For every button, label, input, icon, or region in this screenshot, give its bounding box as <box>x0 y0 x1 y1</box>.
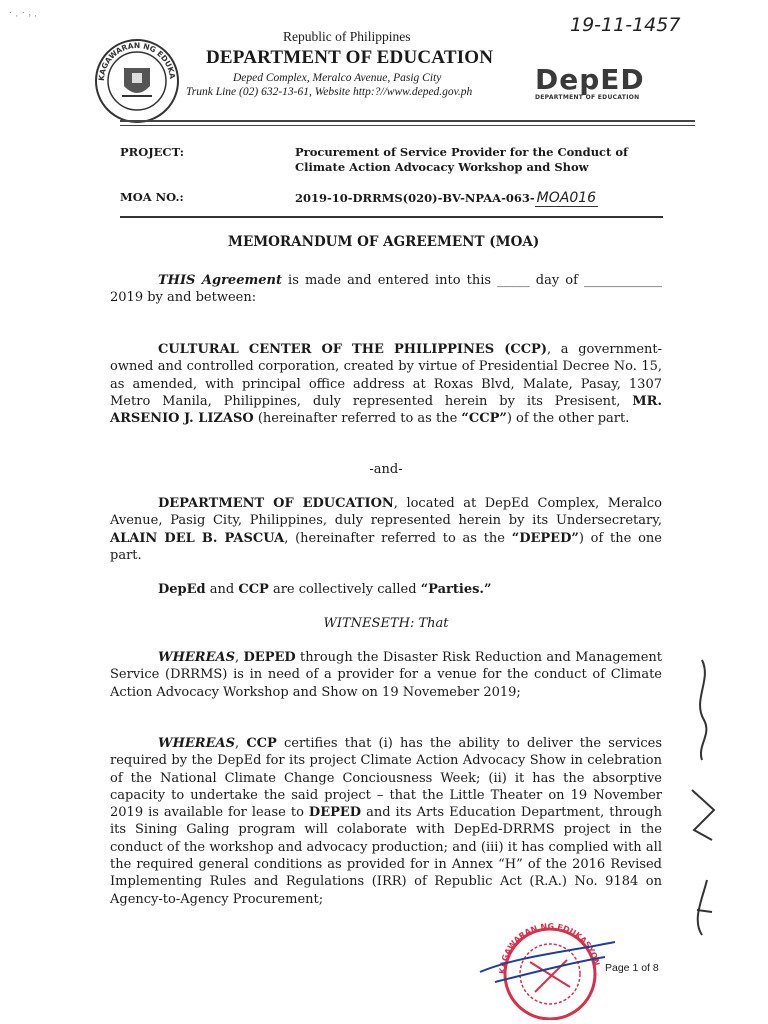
whereas-2-text-2: and its Arts Education Department, through its Sining Galing program will colaborate with DepEd-DRRMS project in the conduct of the workshop and advocacy production; and (iii) it has complied with all the required general conditions as provided for in Annex “H” of the 2016 Revised Implementing Rules and Regulations (IRR) of Republic Act (R.A.) No. 9184 on Agency-to-Agency Procurement; <box>110 805 662 907</box>
agreement-intro <box>110 272 662 307</box>
whereas-1-party: DEPED <box>243 650 296 665</box>
party-ccp <box>110 341 662 427</box>
whereas-2-deped: DEPED <box>308 805 362 821</box>
ccp-name: CULTURAL CENTER OF THE PHILIPPINES (CCP) <box>158 342 547 357</box>
deped-logo-subtext: DEPARTMENT OF EDUCATION <box>535 94 640 101</box>
parties-text-2: are collectively called <box>268 582 421 597</box>
whereas-1-comma: , <box>234 650 244 665</box>
moa-rule <box>120 216 663 218</box>
witneseth-heading: WITNESETH: That <box>323 616 449 631</box>
handwritten-reference: 19-11-1457 <box>570 14 681 36</box>
ccp-text-3: ) of the other part. <box>506 411 630 427</box>
deped-text: , located at DepEd Complex, Meralco Avenue, Pasig City, Philippines, duly represented herein by its Undersecretary, <box>110 496 662 529</box>
seal-text: KAGAWARAN NG EDUKA <box>96 40 178 82</box>
parties-text: and <box>205 582 239 597</box>
ccp-text-2: (hereinafter referred to as the <box>253 411 462 427</box>
whereas-2 <box>110 735 662 908</box>
corner-marks: ˙ · ˙ ˒ · <box>8 12 37 22</box>
project-value: Procurement of Service Provider for the Conduct of Climate Action Advocacy Workshop and Show <box>295 145 628 174</box>
whereas-1 <box>110 649 662 701</box>
document-title: MEMORANDUM OF AGREEMENT (MOA) <box>228 234 540 250</box>
whereas-1-keyword: WHEREAS <box>158 650 235 665</box>
deped-representative: ALAIN DEL B. PASCUA <box>110 530 285 546</box>
whereas-2-party: CCP <box>246 736 277 751</box>
deped-logo <box>535 63 685 101</box>
ccp-alias: “CCP” <box>461 411 507 427</box>
deped-alias: “DEPED” <box>511 530 579 546</box>
deped-seal-icon <box>94 38 180 124</box>
ccp-text: , a government-owned and controlled corporation, created by virtue of Presidential Decree No. 15, as amended, with principal office address at Roxas Blvd, Malate, Pasay, 1307 Metro Manila, Philippines, duly represented herein by its Presisent, <box>110 342 662 409</box>
moa-number-handwritten: MOA016 <box>536 190 597 206</box>
parties-term: “Parties.” <box>420 582 492 597</box>
project-label: PROJECT: <box>120 145 184 159</box>
stamp-text: KAGAWARAN NG EDUKASYON <box>497 921 602 975</box>
moa-number <box>295 190 598 206</box>
moa-label: MOA NO.: <box>120 190 184 204</box>
whereas-2-text: certifies that (i) has the ability to deliver the services required by the DepEd for its project Climate Action Advocacy Show in celebration of the National Climate Change Conciousness Week; (ii) it has the absorptive capacity to undertake the said project – that the Little Theater on 19 November 2019 is available for lease to <box>110 736 662 821</box>
and-separator: -and- <box>369 462 403 477</box>
header-republic: Republic of Philippines <box>283 29 411 44</box>
deped-logo-text: DepED <box>535 63 645 96</box>
parties-deped: DepEd <box>158 582 206 597</box>
agreement-intro-text: is made and entered into this _____ day of ____________ 2019 by and between: <box>110 273 662 306</box>
moa-number-printed: 2019-10-DRRMS(020)-BV-NPAA-063- <box>295 191 535 205</box>
deped-name: DEPARTMENT OF EDUCATION <box>158 496 394 511</box>
deped-text-2: , (hereinafter referred to as the <box>284 530 512 546</box>
margin-initials-icon <box>672 650 732 950</box>
header-rule <box>120 120 695 122</box>
parties-ccp: CCP <box>238 582 269 597</box>
parties-definition <box>110 581 662 598</box>
page-number: Page 1 of 8 <box>605 962 659 974</box>
deped-text-3: ) of the one part. <box>110 530 662 563</box>
ccp-representative: MR. ARSENIO J. LIZASO <box>110 393 662 427</box>
header-department: DEPARTMENT OF EDUCATION <box>206 47 494 68</box>
header-trunk-line: Trunk Line (02) 632-13-61, Website http:?//www.deped.gov.ph <box>186 86 473 98</box>
this-agreement: THIS Agreement <box>158 273 282 288</box>
header-address: Deped Complex, Meralco Avenue, Pasig City <box>233 72 442 84</box>
whereas-1-text: through the Disaster Risk Reduction and Management Service (DRRMS) is in need of a provider for a venue for the conduct of Climate Action Advocacy Workshop and Show on 19 Novemeber 2019; <box>110 650 662 700</box>
party-deped <box>110 495 662 564</box>
whereas-2-comma: , <box>234 736 247 751</box>
header-rule-thin <box>120 125 695 126</box>
official-stamp <box>475 912 625 1020</box>
whereas-2-keyword: WHEREAS <box>158 736 235 751</box>
